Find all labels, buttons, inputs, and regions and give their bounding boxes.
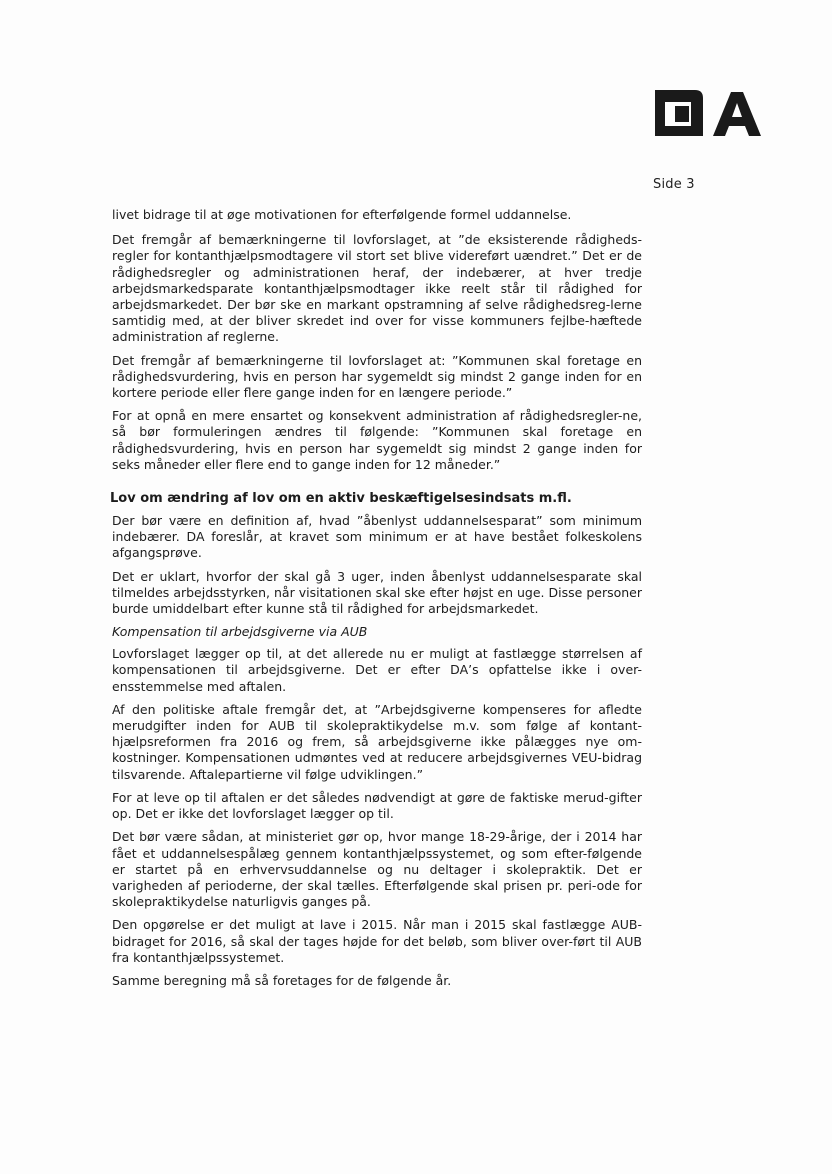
paragraph: Det er uklart, hvorfor der skal gå 3 uger, inden åbenlyst uddannelsesparate skal tilmeldes arbejdsstyrken, når visitationen skal ske efter højst en uge. Disse personer burde umiddelbart efter kunne stå til rådighed for arbejdsmarkedet. [112,568,642,617]
page-number: Side 3 [653,177,695,192]
paragraph: Den opgørelse er det muligt at lave i 2015. Når man i 2015 skal fastlægge AUB-bidraget for 2016, så skal der tages højde for det beløb, som bliver over-ført til AUB fra kontanthjælpssystemet. [112,917,642,965]
paragraph: Samme beregning må så foretages for de følgende år. [112,972,452,988]
section-heading: Lov om ændring af lov om en aktiv beskæftigelsesindsats m.fl. [110,491,572,507]
paragraph: For at leve op til aftalen er det således nødvendigt at gøre de faktiske merud-gifter op. Det er ikke det lovforslaget lægger op til. [112,789,642,822]
paragraph: Af den politiske aftale fremgår det, at ”Arbejdsgiverne kompenseres for afledte merudgifter inden for AUB til skolepraktikydelse m.v. som følge af kontant-hjælpsreformen fra 2016 og frem, så arbejdsgiverne ikke pålægges nye om-kostninger. Kompensationen udmøntes ved at reducere arbejdsgivernes VEU-bidrag tilsvarende. Aftalepartierne vil følge udviklingen.” [112,701,642,782]
section-subheading: Kompensation til arbejdsgiverne via AUB [112,624,368,640]
document-body [112,207,642,996]
paragraph: Det bør være sådan, at ministeriet gør op, hvor mange 18-29-årige, der i 2014 har fået et uddannelsespålæg gennem kontanthjælpssystemet, og som efter-følgende er startet på en erhvervsuddannelse og nu deltager i skolepraktik. Det er varigheden af perioderne, der skal tælles. Efterfølgende skal prisen pr. peri-ode for skolepraktikydelse naturligvis ganges på. [112,829,642,910]
da-logo-icon [651,84,763,144]
paragraph: For at opnå en mere ensartet og konsekvent administration af rådighedsregler-ne, så bør formuleringen ændres til følgende: ”Kommunen skal foretage en rådighedsvurdering, hvis en person har sygemeldt sig mindst 2 gange inden for seks måneder eller flere end to gange inden for 12 måneder.” [112,408,642,472]
paragraph: Lovforslaget lægger op til, at det allerede nu er muligt at fastlægge størrelsen af kompensationen til arbejdsgiverne. Det er efter DA’s opfattelse ikke i over-ensstemmelse med aftalen. [112,646,642,694]
paragraph: Det fremgår af bemærkningerne til lovforslaget at: ”Kommunen skal foretage en rådighedsvurdering, hvis en person har sygemeldt sig mindst 2 gange inden for en kortere periode eller flere gange inden for en længere periode.” [112,352,642,401]
paragraph: Det fremgår af bemærkningerne til lovforslaget, at ”de eksisterende rådigheds-regler for kontanthjælpsmodtagere vil stort set blive videreført uændret.” Det er de rådighedsregler og administrationen heraf, der indebærer, at hver tredje arbejdsmarkedsparate kontanthjælpsmodtager ikke reelt står til rådighed for arbejdsmarkedet. Der bør ske en markant opstramning af selve rådighedsreg-lerne samtidig med, at der bliver skredet ind over for visse kommuners fejlbe-hæftede administration af reglerne. [112,232,642,345]
paragraph: livet bidrage til at øge motivationen for efterfølgende formel uddannelse. [112,207,572,222]
paragraph: Der bør være en definition af, hvad ”åbenlyst uddannelsesparat” som minimum indebærer. DA foreslår, at kravet som minimum er at have bestået folkeskolens afgangsprøve. [112,513,642,561]
